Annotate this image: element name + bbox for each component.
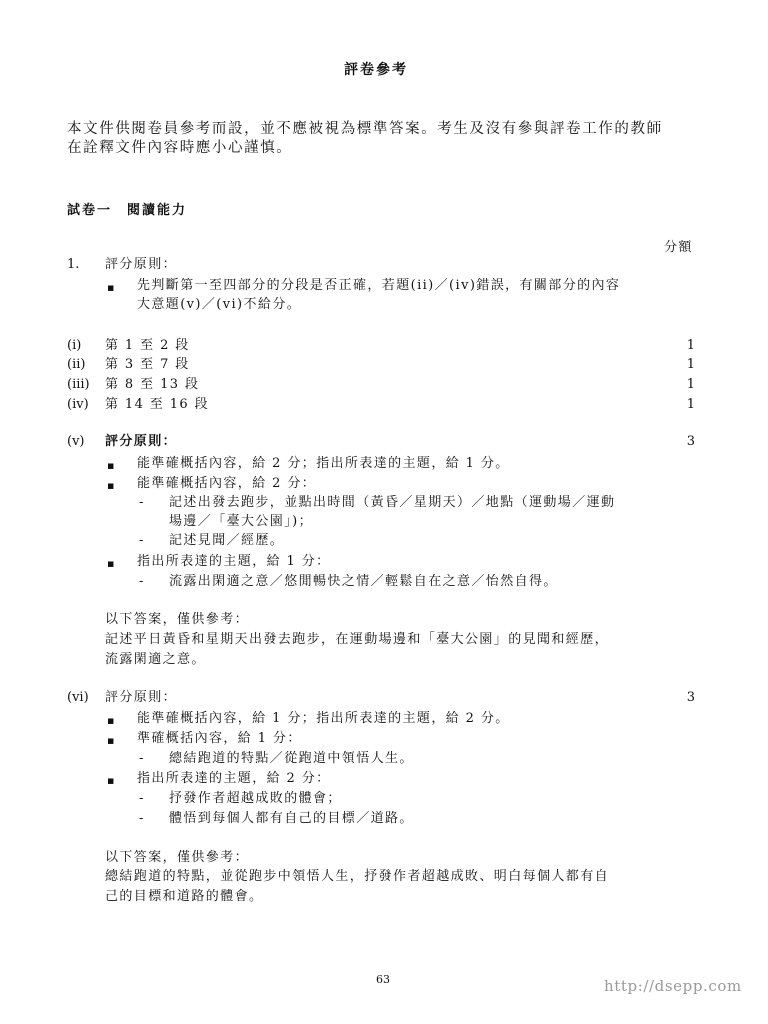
v-reference-line-2: 流露閑適之意。 xyxy=(105,652,206,667)
part-mark-v: 3 xyxy=(686,434,695,449)
vi-principle-label: 評分原則： xyxy=(105,690,178,705)
question-number: 1. xyxy=(67,257,80,272)
v-bullet-3: 指出所表達的主題，給 1 分： xyxy=(137,554,331,569)
v-b2-dash-1-line-1: 記述出發去跑步，並點出時間（黃昏／星期天）／地點（運動場／運動 xyxy=(169,495,616,510)
part-mark-vi: 3 xyxy=(686,690,695,705)
bullet-icon: ▪ xyxy=(107,281,115,294)
part-text-i: 第 1 至 2 段 xyxy=(105,338,190,353)
v-reference-line-1: 記述平日黃昏和星期天出發去跑步，在運動場邊和「臺大公園」的見聞和經歷， xyxy=(105,632,610,647)
bullet-icon: ▪ xyxy=(107,774,115,787)
intro-line-2: 在詮釋文件內容時應小心謹慎。 xyxy=(67,140,293,156)
v-b3-dash-1: 流露出閑適之意／悠閒暢快之情／輕鬆自在之意／怡然自得。 xyxy=(169,574,558,589)
v-principle-label: 評分原則： xyxy=(105,434,178,449)
dash-icon: - xyxy=(139,751,144,766)
page-title: 評卷參考 xyxy=(344,62,408,78)
v-b2-dash-1-line-2: 場邊／「臺大公園」)； xyxy=(169,514,313,529)
dash-icon: - xyxy=(139,574,144,589)
bullet-icon: ▪ xyxy=(107,734,115,747)
dash-icon: - xyxy=(139,495,144,510)
bullet-icon: ▪ xyxy=(107,459,115,472)
bullet-icon: ▪ xyxy=(107,714,115,727)
part-mark-iii: 1 xyxy=(686,377,695,392)
q1-principle-line-2: 大意題(v)／(vi)不給分。 xyxy=(137,297,302,312)
vi-bullet-3: 指出所表達的主題，給 2 分： xyxy=(137,771,331,786)
vi-b2-dash-1: 總結跑道的特點／從跑道中領悟人生。 xyxy=(169,751,414,766)
bullet-icon: ▪ xyxy=(107,479,115,492)
q1-principle-label: 評分原則： xyxy=(105,257,178,272)
part-label-i: (i) xyxy=(67,338,82,353)
bullet-icon: ▪ xyxy=(107,557,115,570)
intro-line-1: 本文件供閱卷員參考而設，並不應被視為標準答案。考生及沒有參與評卷工作的教師 xyxy=(67,121,663,137)
part-text-ii: 第 3 至 7 段 xyxy=(105,357,190,372)
vi-reference-label: 以下答案，僅供參考： xyxy=(105,850,250,865)
dash-icon: - xyxy=(139,791,144,806)
part-mark-ii: 1 xyxy=(686,357,695,372)
vi-reference-line-2: 己的目標和道路的體會。 xyxy=(105,889,264,904)
part-label-iv: (iv) xyxy=(67,397,89,412)
vi-bullet-2: 準確概括內容，給 1 分： xyxy=(137,731,302,746)
vi-b3-dash-2: 體悟到每個人都有自己的目標／道路。 xyxy=(169,811,414,826)
marks-header: 分額 xyxy=(664,240,693,255)
v-bullet-2: 能準確概括內容，給 2 分： xyxy=(137,476,317,491)
v-b2-dash-2: 記述見聞／經歷。 xyxy=(169,533,285,548)
part-text-iii: 第 8 至 13 段 xyxy=(105,377,200,392)
vi-reference-line-1: 總結跑道的特點，並從跑步中領悟人生，抒發作者超越成敗、明白每個人都有自 xyxy=(105,869,610,884)
part-text-iv: 第 14 至 16 段 xyxy=(105,397,210,412)
part-mark-iv: 1 xyxy=(686,397,695,412)
vi-b3-dash-1: 抒發作者超越成敗的體會； xyxy=(169,791,342,806)
part-label-v: (v) xyxy=(67,434,85,449)
dash-icon: - xyxy=(139,811,144,826)
v-bullet-1: 能準確概括內容，給 2 分；指出所表達的主題，給 1 分。 xyxy=(137,456,510,471)
part-mark-i: 1 xyxy=(686,338,695,353)
vi-bullet-1: 能準確概括內容，給 1 分；指出所表達的主題，給 2 分。 xyxy=(137,711,510,726)
part-label-ii: (ii) xyxy=(67,357,86,372)
q1-principle-line-1: 先判斷第一至四部分的分段是否正確，若題(ii)／(iv)錯誤，有關部分的內容 xyxy=(137,278,621,293)
section-title: 試卷一 閱讀能力 xyxy=(67,203,188,218)
v-reference-label: 以下答案，僅供參考： xyxy=(105,612,250,627)
page-number: 63 xyxy=(376,973,390,986)
part-label-vi: (vi) xyxy=(67,690,89,705)
watermark: http://dsepp.com xyxy=(604,977,742,995)
dash-icon: - xyxy=(139,533,144,548)
part-label-iii: (iii) xyxy=(67,377,90,392)
